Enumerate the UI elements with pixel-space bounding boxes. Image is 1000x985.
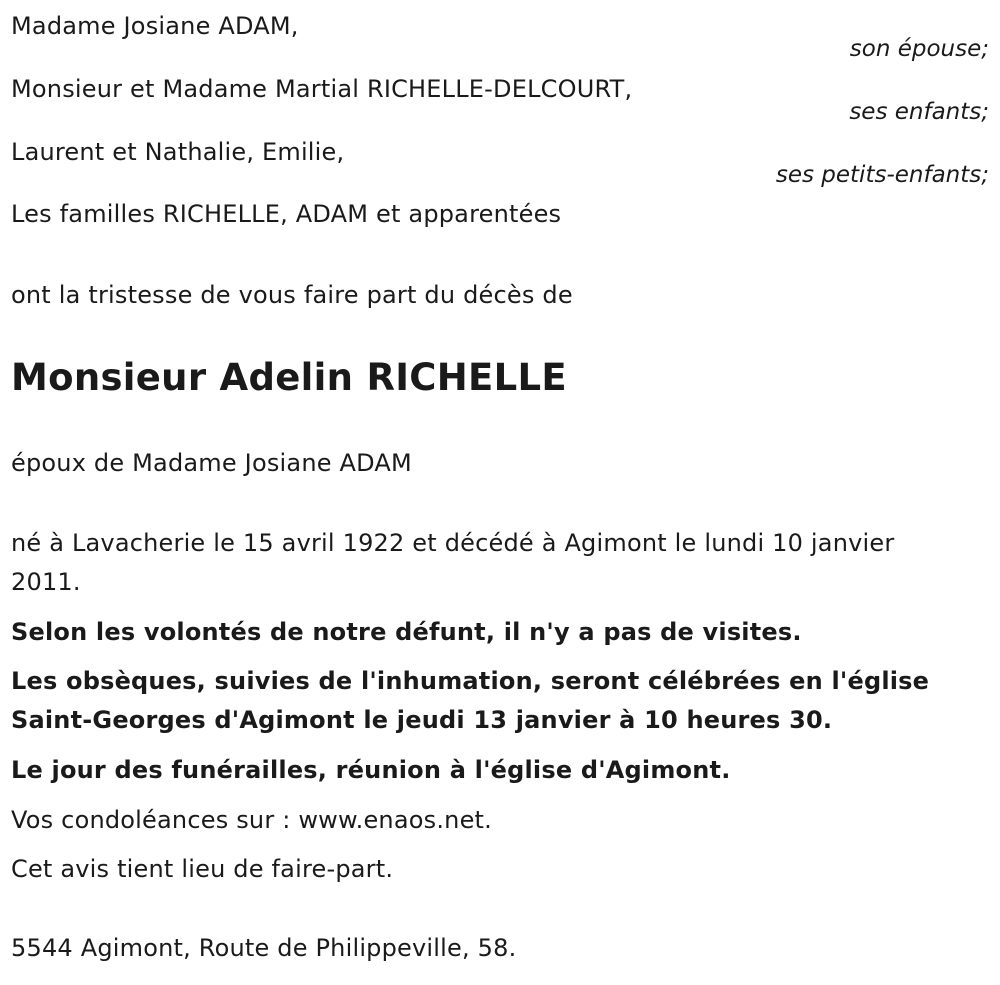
condolences-text: Vos condoléances sur : www.enaos.net. — [11, 806, 492, 834]
birth-death-text: né à Lavacherie le 15 avril 1922 et décédé à Agimont le lundi 10 janvier 2011. — [11, 529, 895, 596]
funeral-text: Les obsèques, suivies de l'inhumation, seront célébrées en l'église Saint-Georges d'Agimont le jeudi 13 janvier à 10 heures 30. — [11, 667, 930, 734]
spouse-line: époux de Madame Josiane ADAM — [11, 449, 412, 477]
meeting-text: Le jour des funérailles, réunion à l'église d'Agimont. — [11, 756, 731, 784]
family-role-children: ses enfants; — [849, 99, 989, 125]
family-role-spouse: son épouse; — [849, 36, 989, 62]
family-name-children: Monsieur et Madame Martial RICHELLE-DELCOURT, — [11, 75, 633, 103]
no-visits-text: Selon les volontés de notre défunt, il n'y a pas de visites. — [11, 618, 802, 646]
family-role-grandchildren: ses petits-enfants; — [775, 162, 989, 188]
deceased-name: Monsieur Adelin RICHELLE — [11, 356, 567, 399]
family-name-grandchildren: Laurent et Nathalie, Emilie, — [11, 138, 345, 166]
address-text: 5544 Agimont, Route de Philippeville, 58. — [11, 934, 517, 962]
notice-text: Cet avis tient lieu de faire-part. — [11, 855, 394, 883]
announcement-text: ont la tristesse de vous faire part du décès de — [11, 281, 573, 309]
family-name-spouse: Madame Josiane ADAM, — [11, 12, 299, 40]
family-name-relatives: Les familles RICHELLE, ADAM et apparentées — [11, 200, 562, 228]
